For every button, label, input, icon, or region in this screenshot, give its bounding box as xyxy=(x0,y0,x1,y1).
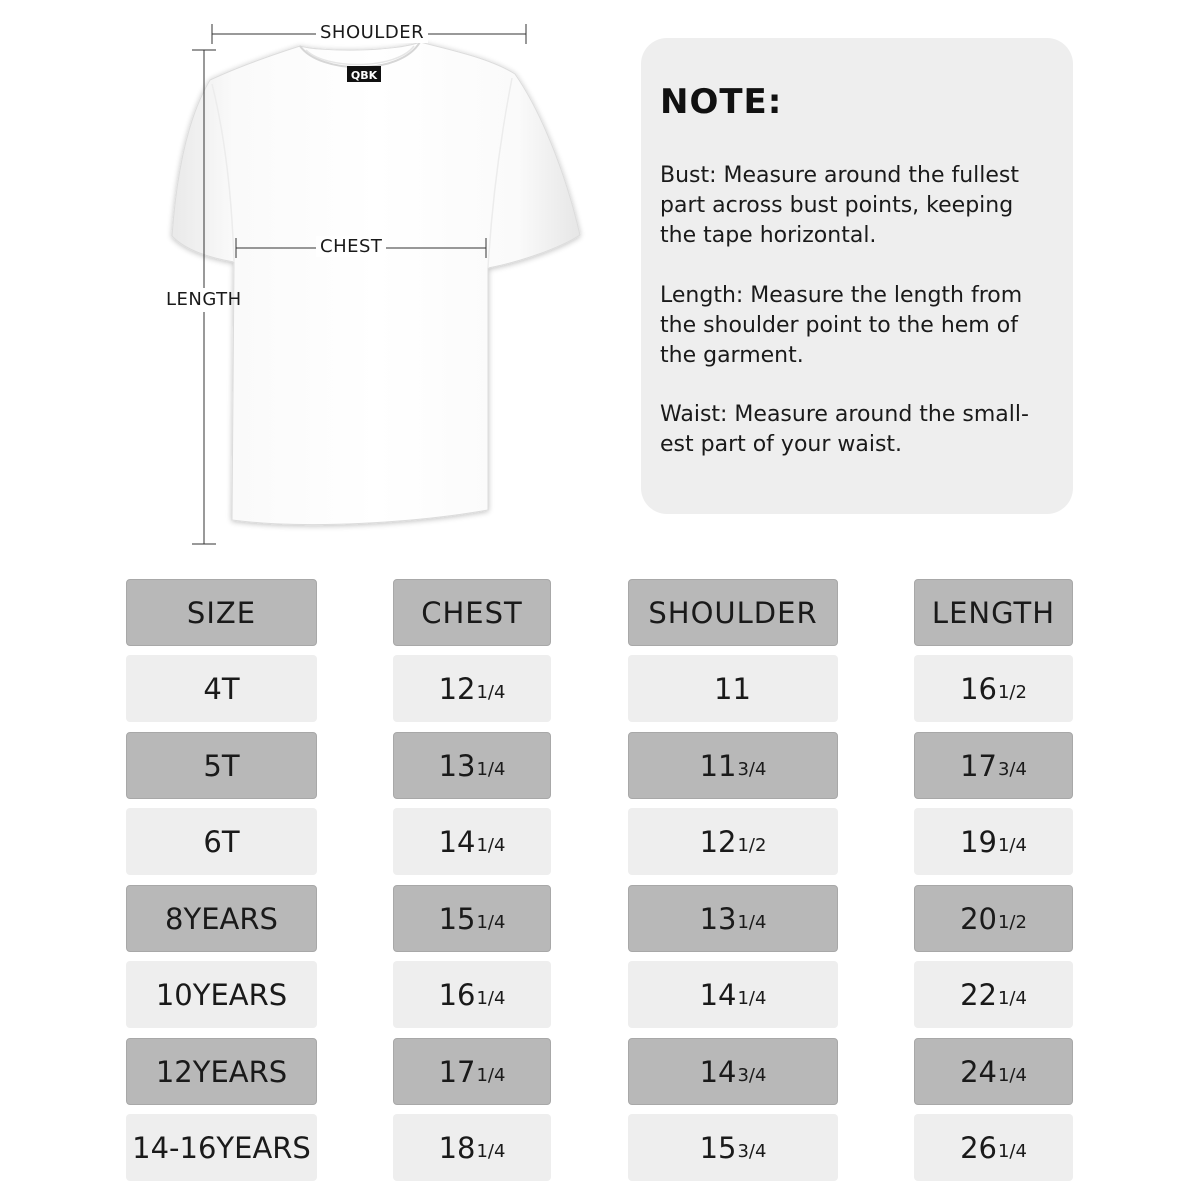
shoulder-cell-value: 13 xyxy=(699,901,737,936)
tshirt-measurement-diagram xyxy=(0,0,620,570)
chest-cell-fraction: 1/4 xyxy=(476,759,506,780)
header-length: LENGTH xyxy=(914,579,1073,646)
length-cell-value: 20 xyxy=(960,901,997,936)
size-cell xyxy=(126,885,317,952)
size-cell xyxy=(126,961,317,1028)
shoulder-cell xyxy=(628,961,838,1028)
chest-cell-fraction: 1/4 xyxy=(476,912,506,933)
size-cell xyxy=(126,1038,317,1105)
shoulder-cell-fraction: 3/4 xyxy=(737,1065,767,1086)
shoulder-cell-value: 14 xyxy=(699,977,737,1012)
chest-cell-value: 16 xyxy=(438,977,476,1012)
shoulder-cell xyxy=(628,885,838,952)
chest-cell xyxy=(393,808,551,875)
chest-cell-value: 12 xyxy=(438,671,476,706)
chest-cell xyxy=(393,885,551,952)
size-cell xyxy=(126,655,317,722)
chest-cell-fraction: 1/4 xyxy=(476,988,506,1009)
length-cell-fraction: 1/4 xyxy=(997,1141,1027,1162)
length-cell-fraction: 1/4 xyxy=(997,835,1027,856)
shoulder-cell-fraction: 1/4 xyxy=(737,912,767,933)
note-waist-text: Waist: Measure around the small- est part of your waist. xyxy=(660,402,1029,457)
shoulder-cell xyxy=(628,1114,838,1181)
shoulder-cell-fraction: 3/4 xyxy=(737,1141,767,1162)
chest-cell-value: 18 xyxy=(438,1130,476,1165)
shoulder-cell-fraction: 3/4 xyxy=(737,759,767,780)
tshirt-illustration xyxy=(0,0,620,570)
chest-cell-fraction: 1/4 xyxy=(476,835,506,856)
size-cell xyxy=(126,808,317,875)
length-cell-fraction: 1/4 xyxy=(997,988,1027,1009)
shoulder-cell-value: 11 xyxy=(699,748,737,783)
size-cell xyxy=(126,732,317,799)
size-cell-value: 14-16YEARS xyxy=(132,1130,311,1165)
size-cell-value: 6T xyxy=(203,824,240,859)
note-bust-text: Bust: Measure around the fullest part across bust points, keeping the tape horizontal. xyxy=(660,163,1020,248)
length-cell xyxy=(914,655,1073,722)
length-cell-fraction: 1/2 xyxy=(997,912,1027,933)
chest-cell xyxy=(393,732,551,799)
length-cell-fraction: 1/4 xyxy=(997,1065,1027,1086)
chest-dimension-label: CHEST xyxy=(316,236,386,257)
size-cell-value: 8YEARS xyxy=(165,901,278,936)
shoulder-cell-value: 11 xyxy=(714,671,751,706)
shoulder-cell xyxy=(628,1038,838,1105)
length-cell-value: 16 xyxy=(960,671,997,706)
chest-cell-value: 14 xyxy=(438,824,476,859)
header-chest: CHEST xyxy=(393,579,551,646)
chest-cell-fraction: 1/4 xyxy=(476,1065,506,1086)
shoulder-cell-value: 12 xyxy=(699,824,737,859)
length-cell xyxy=(914,885,1073,952)
chest-cell xyxy=(393,1038,551,1105)
size-cell-value: 10YEARS xyxy=(155,977,288,1012)
header-size: SIZE xyxy=(126,579,317,646)
note-panel xyxy=(641,38,1073,514)
length-dimension-label: LENGTH xyxy=(166,289,242,310)
length-cell xyxy=(914,732,1073,799)
chest-cell-value: 17 xyxy=(438,1054,476,1089)
shoulder-cell xyxy=(628,655,838,722)
length-cell-value: 26 xyxy=(960,1130,997,1165)
length-cell-fraction: 1/2 xyxy=(997,682,1027,703)
chest-cell-fraction: 1/4 xyxy=(476,1141,506,1162)
shoulder-cell-fraction: 1/4 xyxy=(737,988,767,1009)
chest-cell-value: 13 xyxy=(438,748,476,783)
shoulder-cell-value: 14 xyxy=(699,1054,737,1089)
shoulder-dimension-label: SHOULDER xyxy=(316,22,428,43)
length-cell-value: 17 xyxy=(960,748,997,783)
length-cell xyxy=(914,1038,1073,1105)
note-length-text: Length: Measure the length from the shoulder point to the hem of the garment. xyxy=(660,283,1023,368)
size-cell-value: 4T xyxy=(203,671,240,706)
chest-cell xyxy=(393,961,551,1028)
brand-tag-text: QBK xyxy=(350,69,378,82)
chest-cell-fraction: 1/4 xyxy=(476,682,506,703)
header-shoulder: SHOULDER xyxy=(628,579,838,646)
shoulder-cell-value: 15 xyxy=(699,1130,737,1165)
length-cell-fraction: 3/4 xyxy=(997,759,1027,780)
shoulder-cell xyxy=(628,808,838,875)
length-cell xyxy=(914,961,1073,1028)
length-cell xyxy=(914,808,1073,875)
note-title: NOTE: xyxy=(660,82,783,122)
chest-cell xyxy=(393,1114,551,1181)
length-cell-value: 19 xyxy=(960,824,997,859)
size-cell-value: 5T xyxy=(203,748,240,783)
shoulder-cell xyxy=(628,732,838,799)
length-cell xyxy=(914,1114,1073,1181)
size-cell-value: 12YEARS xyxy=(155,1054,288,1089)
length-cell-value: 24 xyxy=(960,1054,997,1089)
shoulder-cell-fraction: 1/2 xyxy=(737,835,767,856)
length-cell-value: 22 xyxy=(960,977,997,1012)
chest-cell xyxy=(393,655,551,722)
size-cell xyxy=(126,1114,317,1181)
chest-cell-value: 15 xyxy=(438,901,476,936)
